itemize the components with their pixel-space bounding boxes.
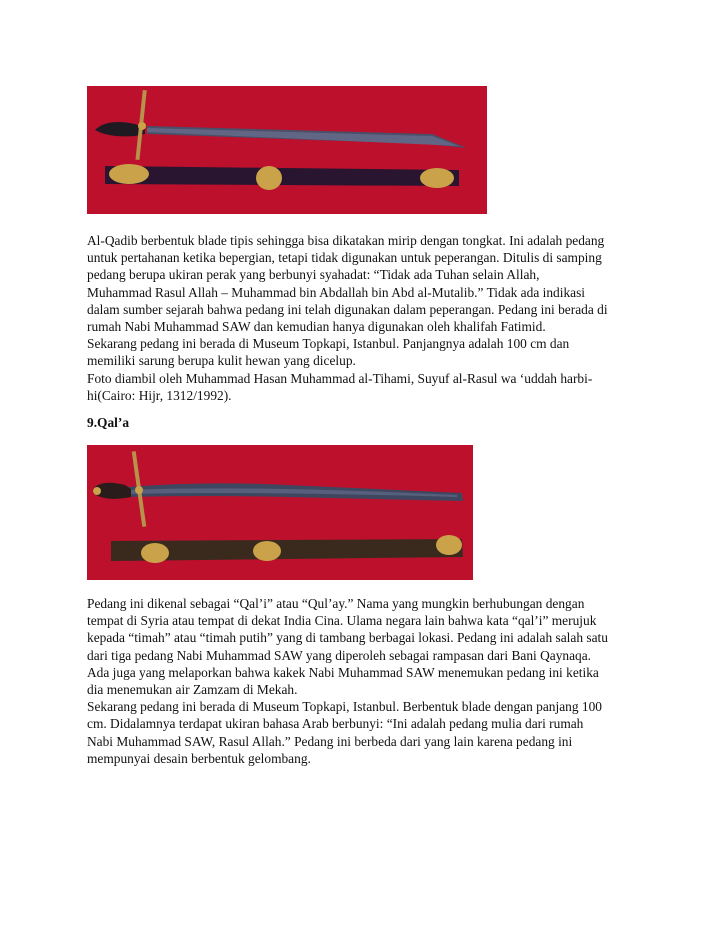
text-line: hi(Cairo: Hijr, 1312/1992). [87, 387, 232, 403]
text-line: tempat di Syria atau tempat di dekat India Cina. Ulama negara lain bahwa kata “qal’i” merujuk [87, 613, 597, 629]
text-line: Al-Qadib berbentuk blade tipis sehingga bisa dikatakan mirip dengan tongkat. Ini adalah pedang [87, 233, 605, 248]
text-line: dari tiga pedang Nabi Muhammad SAW yang diperoleh sebagai rampasan dari Bani Qaynaqa. [87, 647, 592, 663]
sword-photo-al-qadib [87, 86, 487, 214]
text-line: untuk pertahanan ketika bepergian, tetapi tidak digunakan untuk peperangan. Ditulis di samping [87, 250, 602, 266]
text-line: Muhammad Rasul Allah – Muhammad bin Abdallah bin Abd al-Mutalib.” Tidak ada indikasi [87, 284, 586, 300]
text-line: Sekarang pedang ini berada di Museum Topkapi, Istanbul. Berbentuk blade dengan panjang 100 [87, 699, 602, 715]
text-line: Sekarang pedang ini berada di Museum Topkapi, Istanbul. Panjangnya adalah 100 cm dan [87, 336, 570, 352]
text-line: pedang berupa ukiran perak yang berbunyi syahadat: “Tidak ada Tuhan selain Allah, [87, 267, 540, 283]
al-qadib-description [87, 232, 647, 404]
text-line: Foto diambil oleh Muhammad Hasan Muhammad al-Tihami, Suyuf al-Rasul wa ‘uddah harbi- [87, 370, 593, 386]
text-line: kepada “timah” atau “timah putih” yang di tambang berbagai lokasi. Pedang ini adalah salah satu [87, 630, 608, 646]
section-heading: 9.Qal’a [87, 415, 130, 430]
text-line: mempunyai desain berbentuk gelombang. [87, 750, 311, 766]
text-line: Ada juga yang melaporkan bahwa kakek Nabi Muhammad SAW menemukan pedang ini ketika [87, 664, 599, 680]
text-line: Nabi Muhammad SAW, Rasul Allah.” Pedang ini berbeda dari yang lain karena pedang ini [87, 733, 573, 749]
text-line: dia menemukan air Zamzam di Mekah. [87, 682, 298, 698]
text-line: rumah Nabi Muhammad SAW dan kemudian hanya digunakan oleh khalifah Fatimid. [87, 319, 546, 335]
text-line: cm. Didalamnya terdapat ukiran bahasa Arab berbunyi: “Ini adalah pedang mulia dari rumah [87, 716, 584, 732]
qala-description [87, 595, 647, 767]
text-line: dalam sumber sejarah bahwa pedang ini telah digunakan dalam peperangan. Pedang ini berada di [87, 301, 608, 317]
sword-photo-qala [87, 445, 473, 580]
text-line: memiliki sarung berupa kulit hewan yang dicelup. [87, 353, 356, 369]
text-line: Pedang ini dikenal sebagai “Qal’i” atau “Qul’ay.” Nama yang mungkin berhubungan dengan [87, 596, 585, 611]
